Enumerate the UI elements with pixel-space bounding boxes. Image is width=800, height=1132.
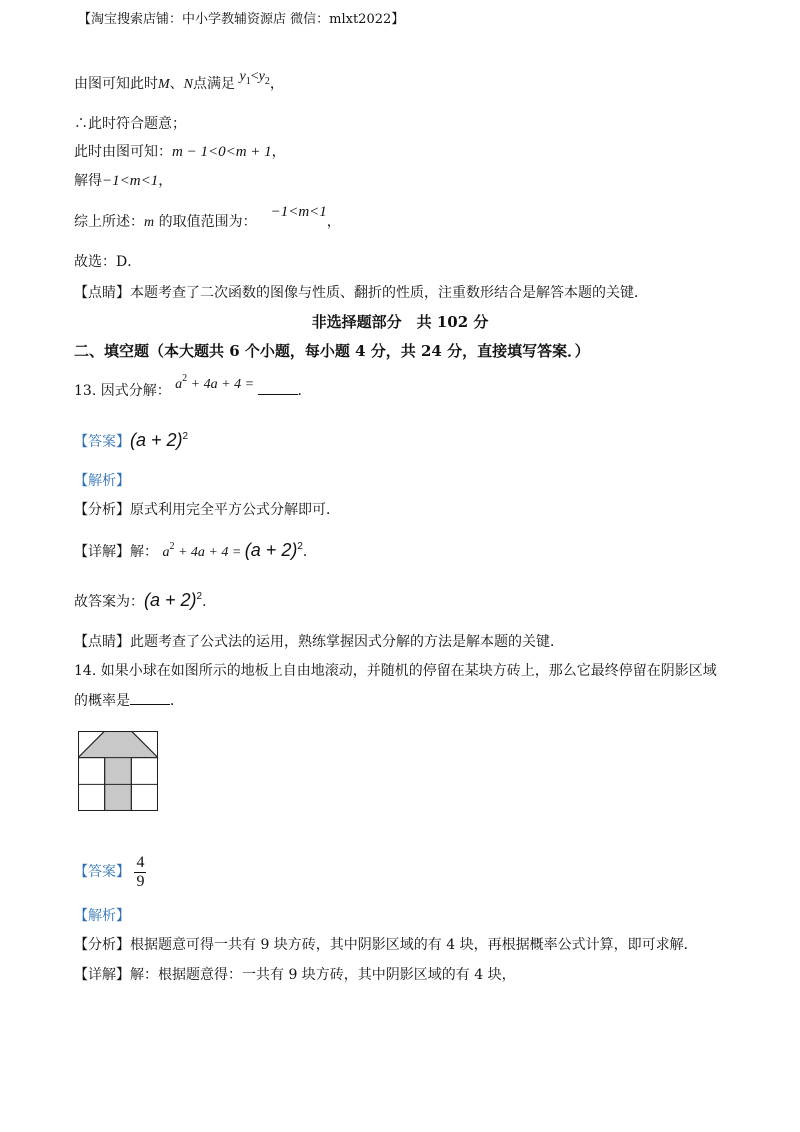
answer-13 (74, 430, 188, 454)
fraction-denominator: 9 (136, 872, 145, 890)
tag-fenxi: 【分析】 (74, 937, 130, 953)
math-var-m: m (144, 215, 155, 230)
math-expression (175, 373, 258, 392)
superscript: 2 (297, 541, 303, 552)
tag-xiangjie: 【详解】 (74, 544, 130, 560)
section-title: 非选择题部分 共 102 分 (311, 313, 489, 331)
text-fragment: 本题考查了二次函数的图像与性质、翻折的性质，注重数形结合是解答本题的关键． (130, 285, 648, 301)
text-line-choice: 故选：D． (74, 254, 142, 270)
tag-xiangjie: 【详解】 (74, 967, 130, 983)
text-fragment: ， (158, 173, 173, 189)
answer-blank (130, 690, 170, 705)
answer-value: (a + 2) (144, 590, 197, 610)
conclusion-13 (74, 590, 216, 614)
text-fragment: 综上所述： (74, 214, 144, 230)
math-var-y2: y (258, 69, 265, 84)
answer-blank (258, 380, 298, 395)
text-fragment: ． (170, 693, 184, 709)
fraction-numerator: 4 (136, 853, 145, 871)
analysis-13 (74, 500, 340, 520)
question-13 (74, 373, 312, 403)
superscript: 2 (182, 373, 188, 384)
superscript: 2 (169, 541, 175, 552)
text-line-summary (74, 204, 341, 233)
tag-fenxi: 【分析】 (74, 502, 130, 518)
shaded-arrow (78, 731, 158, 811)
text-line-dianjing (74, 283, 648, 303)
tile-grid-svg (78, 731, 158, 811)
text-fragment: 点满足 (193, 76, 236, 92)
superscript: 2 (196, 591, 203, 602)
text-line-conclusion: ∴此时符合题意； (74, 116, 186, 132)
text-fragment: ． (297, 383, 312, 399)
answer-fraction (134, 854, 146, 891)
text-fragment: ， (269, 76, 284, 92)
text-fragment: 的取值范围为： (154, 214, 257, 230)
subscript: 1 (245, 76, 251, 87)
text-fragment: ， (271, 144, 286, 160)
detail-14 (74, 965, 516, 985)
math-var-a: a (175, 377, 183, 392)
answer-14 (74, 852, 146, 892)
superscript: 2 (182, 431, 189, 442)
page-header: 【淘宝搜索店铺：中小学教辅资源店 微信：mlxt2022】 (78, 12, 405, 27)
answer-value: (a + 2) (244, 540, 298, 560)
answer-value: (a + 2) (130, 430, 183, 450)
text-fragment: ． (302, 544, 317, 560)
tag-dianjing: 【点睛】 (74, 634, 130, 650)
math-var-y1: y (239, 69, 246, 84)
math-fragment: + 4a + 4 = (174, 545, 245, 560)
text-fragment: 解：根据题意得：一共有 9 块方砖，其中阴影区域的有 4 块， (130, 967, 516, 983)
tag-jiexi: 【解析】 (74, 473, 130, 489)
floor-tile-figure (78, 731, 158, 815)
text-fragment: 的概率是 (74, 693, 130, 709)
tag-dianjing: 【点睛】 (74, 285, 130, 301)
text-fragment: ． (202, 594, 217, 610)
text-fragment: 解得 (74, 173, 102, 189)
math-inequality: −1<m<1 (102, 173, 159, 189)
question-14-line2 (74, 690, 184, 711)
text-fragment: ， (326, 214, 341, 230)
text-fragment: 故答案为： (74, 594, 144, 610)
math-fragment: + 4a + 4 = (187, 377, 258, 392)
text-fragment: 此时由图可知： (74, 144, 172, 160)
analysis-14 (74, 935, 698, 955)
text-line-graph (74, 142, 286, 162)
text-fragment: 、 (169, 76, 184, 92)
tag-answer: 【答案】 (74, 434, 130, 450)
math-inequality (239, 68, 270, 87)
math-inequality: m − 1<0<m + 1 (172, 144, 272, 160)
text-fragment: 根据题意可得一共有 9 块方砖，其中阴影区域的有 4 块，再根据概率公式计算，即可求解． (130, 937, 698, 953)
math-var-M: M (158, 77, 170, 92)
text-line-condition (74, 69, 284, 96)
math-var-N: N (183, 77, 194, 92)
text-fragment: 此题考查了公式法的运用，熟练掌握因式分解的方法是解本题的关键． (130, 634, 564, 650)
tag-answer: 【答案】 (74, 864, 130, 880)
dianjing-13 (74, 632, 564, 652)
section-heading: 二、填空题（本大题共 6 个小题，每小题 4 分，共 24 分，直接填写答案．） (74, 342, 590, 360)
question-14-line1: 14. 如果小球在如图所示的地板上自由地滚动，并随机的停留在某块方砖上，那么它最终停留在阴影区域 (74, 663, 717, 679)
tag-jiexi: 【解析】 (74, 908, 130, 924)
text-fragment: 解： (130, 544, 158, 560)
text-fragment: 由图可知此时 (74, 76, 158, 92)
subscript: 2 (264, 76, 270, 87)
math-inequality: −1<m<1 (270, 204, 327, 220)
question-label: 13. 因式分解： (74, 383, 171, 399)
text-fragment: 原式利用完全平方公式分解即可． (130, 502, 340, 518)
less-than: < (250, 69, 259, 84)
text-line-solution (74, 171, 172, 191)
math-var-a: a (162, 545, 170, 560)
detail-13 (74, 540, 317, 564)
